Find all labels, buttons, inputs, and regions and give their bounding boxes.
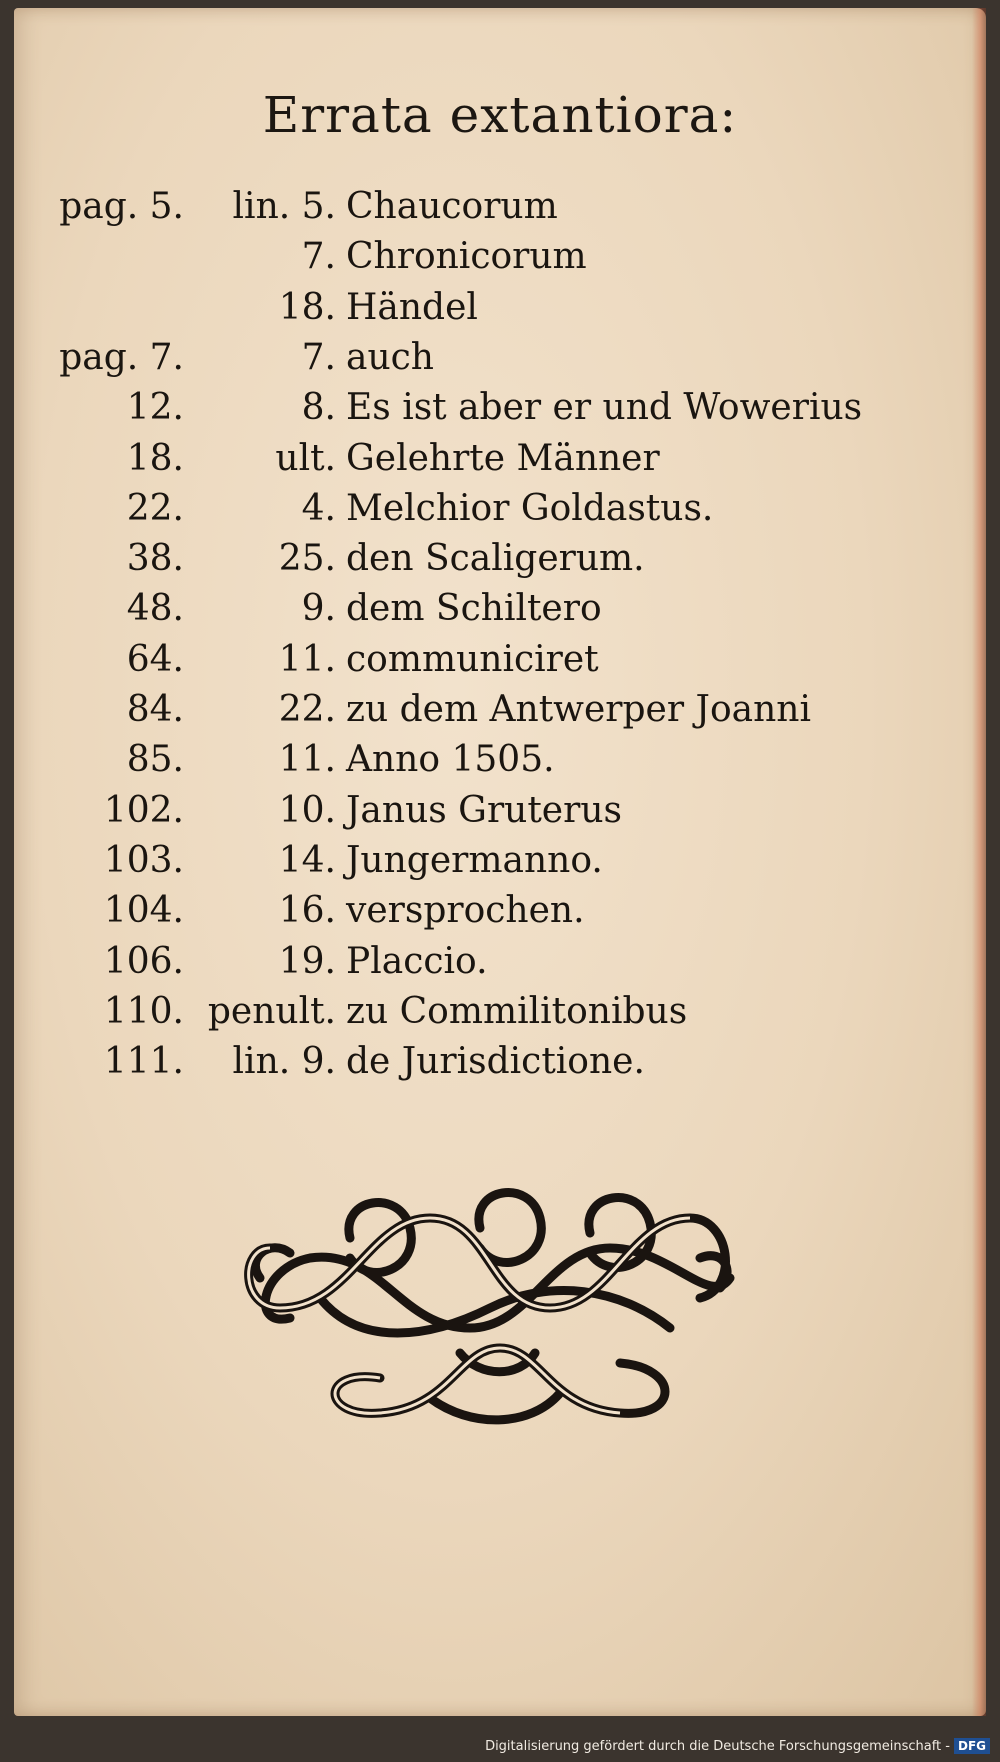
page-edge: [972, 8, 986, 1716]
line-number: penult.: [207, 990, 336, 1032]
correction-text: Melchior Goldastus.: [346, 487, 714, 529]
line-number: lin. 9.: [232, 1041, 336, 1083]
errata-row: [14, 438, 974, 488]
errata-row: [14, 387, 974, 437]
line-number: 19.: [278, 940, 336, 982]
errata-row: [14, 488, 974, 538]
correction-text: dem Schiltero: [346, 588, 602, 630]
errata-row: [14, 890, 974, 940]
dfg-logo: DFG: [954, 1738, 990, 1754]
correction-text: zu dem Antwerper Joanni: [346, 689, 811, 730]
line-number: 11.: [278, 739, 336, 781]
errata-row: [14, 689, 974, 739]
errata-row: [14, 739, 974, 789]
line-number: 16.: [278, 890, 336, 932]
correction-text: Es ist aber er und Wowerius: [346, 387, 863, 429]
page-number: 111.: [103, 1041, 184, 1083]
errata-row: [14, 840, 974, 890]
correction-text: versprochen.: [346, 890, 585, 932]
errata-row: [14, 941, 974, 991]
credit-text: Digitalisierung gefördert durch die Deutsche Forschungsgemeinschaft -: [485, 1739, 950, 1754]
line-number: 11.: [278, 638, 336, 680]
line-number: 8.: [301, 387, 336, 429]
page-number: 110.: [103, 990, 184, 1032]
page-number: 48.: [126, 588, 184, 630]
correction-text: auch: [346, 336, 434, 378]
line-number: ult.: [275, 437, 336, 479]
line-number: 14.: [278, 839, 336, 881]
line-number: lin. 5.: [232, 186, 336, 227]
page-number: 84.: [126, 689, 184, 730]
correction-text: den Scaligerum.: [346, 538, 645, 580]
correction-text: Jungermanno.: [346, 839, 603, 881]
errata-row: [14, 991, 974, 1041]
line-number: 9.: [301, 588, 336, 630]
correction-text: de Jurisdictione.: [346, 1041, 645, 1083]
page-title: Errata extantiora:: [262, 86, 738, 144]
page-number: 18.: [126, 437, 184, 479]
page-number: 38.: [126, 538, 184, 580]
page-number: 104.: [103, 890, 184, 932]
line-number: 18.: [278, 286, 336, 328]
correction-text: Gelehrte Männer: [346, 437, 660, 479]
page-number: 85.: [126, 739, 184, 781]
errata-row: [14, 236, 974, 286]
errata-row: [14, 538, 974, 588]
errata-row: [14, 588, 974, 638]
correction-text: communiciret: [346, 638, 599, 680]
page-number: 102.: [103, 789, 184, 831]
errata-row: [14, 1041, 974, 1091]
correction-text: Chaucorum: [346, 186, 558, 227]
line-number: 4.: [301, 487, 336, 529]
page-number: 12.: [126, 387, 184, 429]
line-number: 25.: [278, 538, 336, 580]
line-number: 22.: [278, 689, 336, 730]
errata-row: [14, 186, 974, 236]
correction-text: Anno 1505.: [346, 739, 555, 781]
line-number: 7.: [301, 336, 336, 378]
page-number: 22.: [126, 487, 184, 529]
line-number: 10.: [278, 789, 336, 831]
errata-row: [14, 639, 974, 689]
digitization-credit: [0, 1738, 990, 1754]
page-number: 64.: [126, 638, 184, 680]
line-number: 7.: [301, 236, 336, 278]
page-number: pag. 5.: [59, 186, 184, 227]
correction-text: Händel: [346, 286, 478, 328]
correction-text: Chronicorum: [346, 236, 587, 278]
correction-text: zu Commilitonibus: [346, 990, 688, 1032]
errata-row: [14, 790, 974, 840]
page-number: pag. 7.: [59, 336, 184, 378]
page-number: 103.: [103, 839, 184, 881]
book-page: [14, 8, 986, 1716]
errata-row: [14, 287, 974, 337]
correction-text: Placcio.: [346, 940, 488, 982]
correction-text: Janus Gruterus: [346, 789, 622, 831]
errata-row: [14, 337, 974, 387]
page-number: 106.: [103, 940, 184, 982]
knot-ornament-icon: [230, 1178, 750, 1438]
